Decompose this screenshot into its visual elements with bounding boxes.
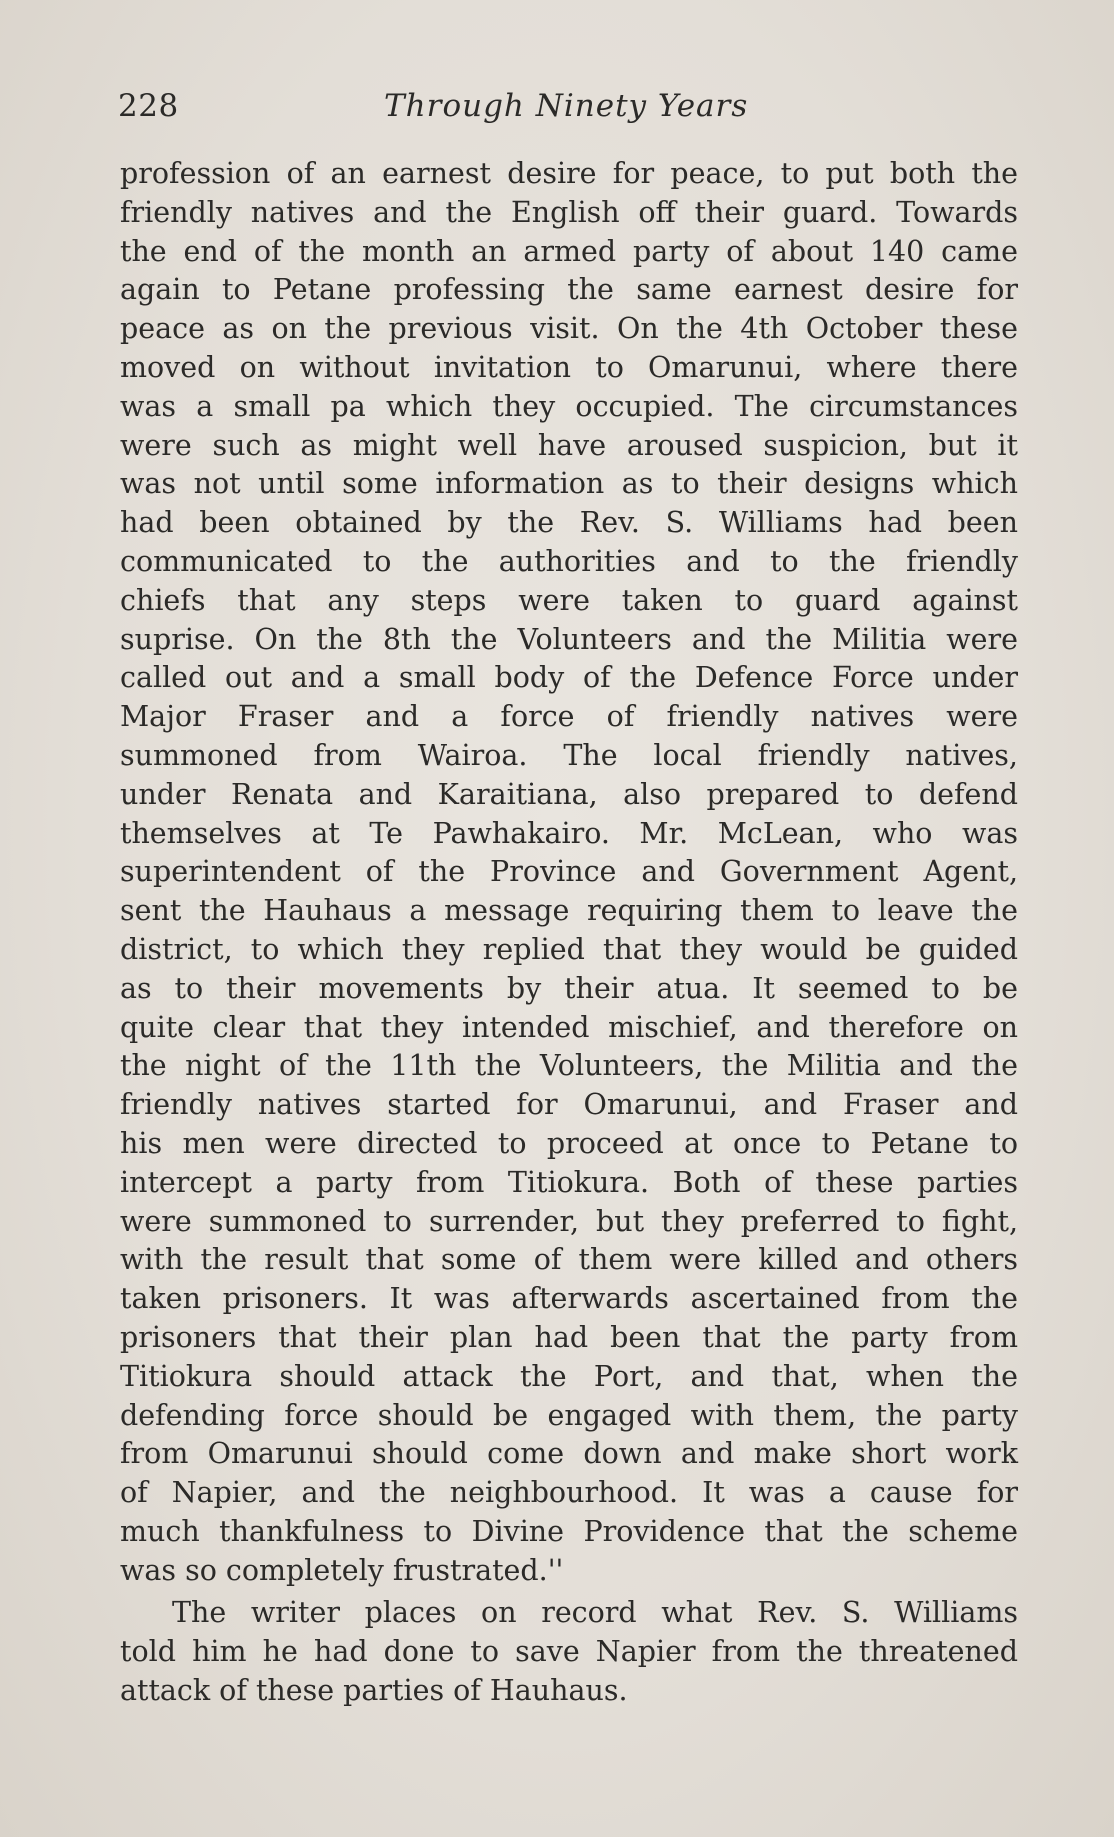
text-line: taken prisoners. It was afterwards ascertained from the — [120, 1282, 1018, 1316]
text-line: the end of the month an armed party of about 140 came — [120, 234, 1018, 268]
text-line: friendly natives started for Omarunui, and Fraser and — [120, 1088, 1018, 1122]
text-line: was a small pa which they occupied. The circumstances — [120, 389, 1018, 423]
text-line: the night of the 11th the Volunteers, the Militia and the — [120, 1049, 1018, 1083]
text-line: district, to which they replied that they would be guided — [120, 932, 1018, 966]
body-text — [120, 155, 1018, 1711]
text-line: peace as on the previous visit. On the 4th October these — [120, 312, 1018, 346]
text-line: from Omarunui should come down and make short work — [120, 1437, 1018, 1471]
text-line: as to their movements by their atua. It seemed to be — [120, 971, 1018, 1005]
text-line: suprise. On the 8th the Volunteers and the Militia were — [120, 622, 1018, 656]
text-line: chiefs that any steps were taken to guard against — [120, 583, 1018, 617]
text-line: prisoners that their plan had been that the party from — [120, 1320, 1018, 1354]
page-number: 228 — [118, 88, 179, 124]
text-line: profession of an earnest desire for peace, to put both the — [120, 157, 1018, 190]
text-line: themselves at Te Pawhakairo. Mr. McLean, who was — [120, 816, 1018, 850]
text-line: told him he had done to save Napier from the threatened — [120, 1635, 1018, 1669]
text-line: quite clear that they intended mischief, and therefore on — [120, 1010, 1018, 1044]
text-line: sent the Hauhaus a message requiring them to leave the — [120, 894, 1018, 928]
paragraph-2 — [120, 1594, 1018, 1710]
text-line: Titiokura should attack the Port, and that, when the — [120, 1359, 1018, 1393]
text-line: his men were directed to proceed at once to Petane to — [120, 1126, 1018, 1160]
text-line: called out and a small body of the Defence Force under — [120, 661, 1018, 695]
text-line: had been obtained by the Rev. S. Williams had been — [120, 506, 1018, 540]
text-line: moved on without invitation to Omarunui, where there — [120, 350, 1018, 384]
text-line: under Renata and Karaitiana, also prepared to defend — [120, 777, 1018, 811]
text-line: friendly natives and the English off their guard. Towards — [120, 195, 1018, 229]
text-line: Major Fraser and a force of friendly natives were — [120, 700, 1018, 734]
text-line: attack of these parties of Hauhaus. — [120, 1674, 628, 1708]
text-line: was not until some information as to their designs which — [120, 467, 1018, 501]
text-line: communicated to the authorities and to the friendly — [120, 544, 1018, 578]
text-line: superintendent of the Province and Government Agent, — [120, 855, 1018, 889]
text-line: were such as might well have aroused suspicion, but it — [120, 428, 1018, 462]
page-header — [118, 88, 1016, 132]
text-line: with the result that some of them were killed and others — [120, 1243, 1018, 1277]
text-line: summoned from Wairoa. The local friendly natives, — [120, 738, 1018, 772]
text-line: The writer places on record what Rev. S. Williams — [172, 1596, 1018, 1630]
text-line: was so completely frustrated.'' — [120, 1553, 564, 1587]
text-line: again to Petane professing the same earnest desire for — [120, 273, 1018, 307]
text-line: much thankfulness to Divine Providence that the scheme — [120, 1514, 1018, 1548]
running-title: Through Ninety Years — [384, 88, 749, 124]
text-line: defending force should be engaged with them, the party — [120, 1398, 1018, 1432]
text-line: of Napier, and the neighbourhood. It was a cause for — [120, 1476, 1018, 1510]
paragraph-1 — [120, 155, 1018, 1590]
text-line: intercept a party from Titiokura. Both of these parties — [120, 1165, 1018, 1199]
text-line: were summoned to surrender, but they preferred to fight, — [120, 1204, 1018, 1238]
